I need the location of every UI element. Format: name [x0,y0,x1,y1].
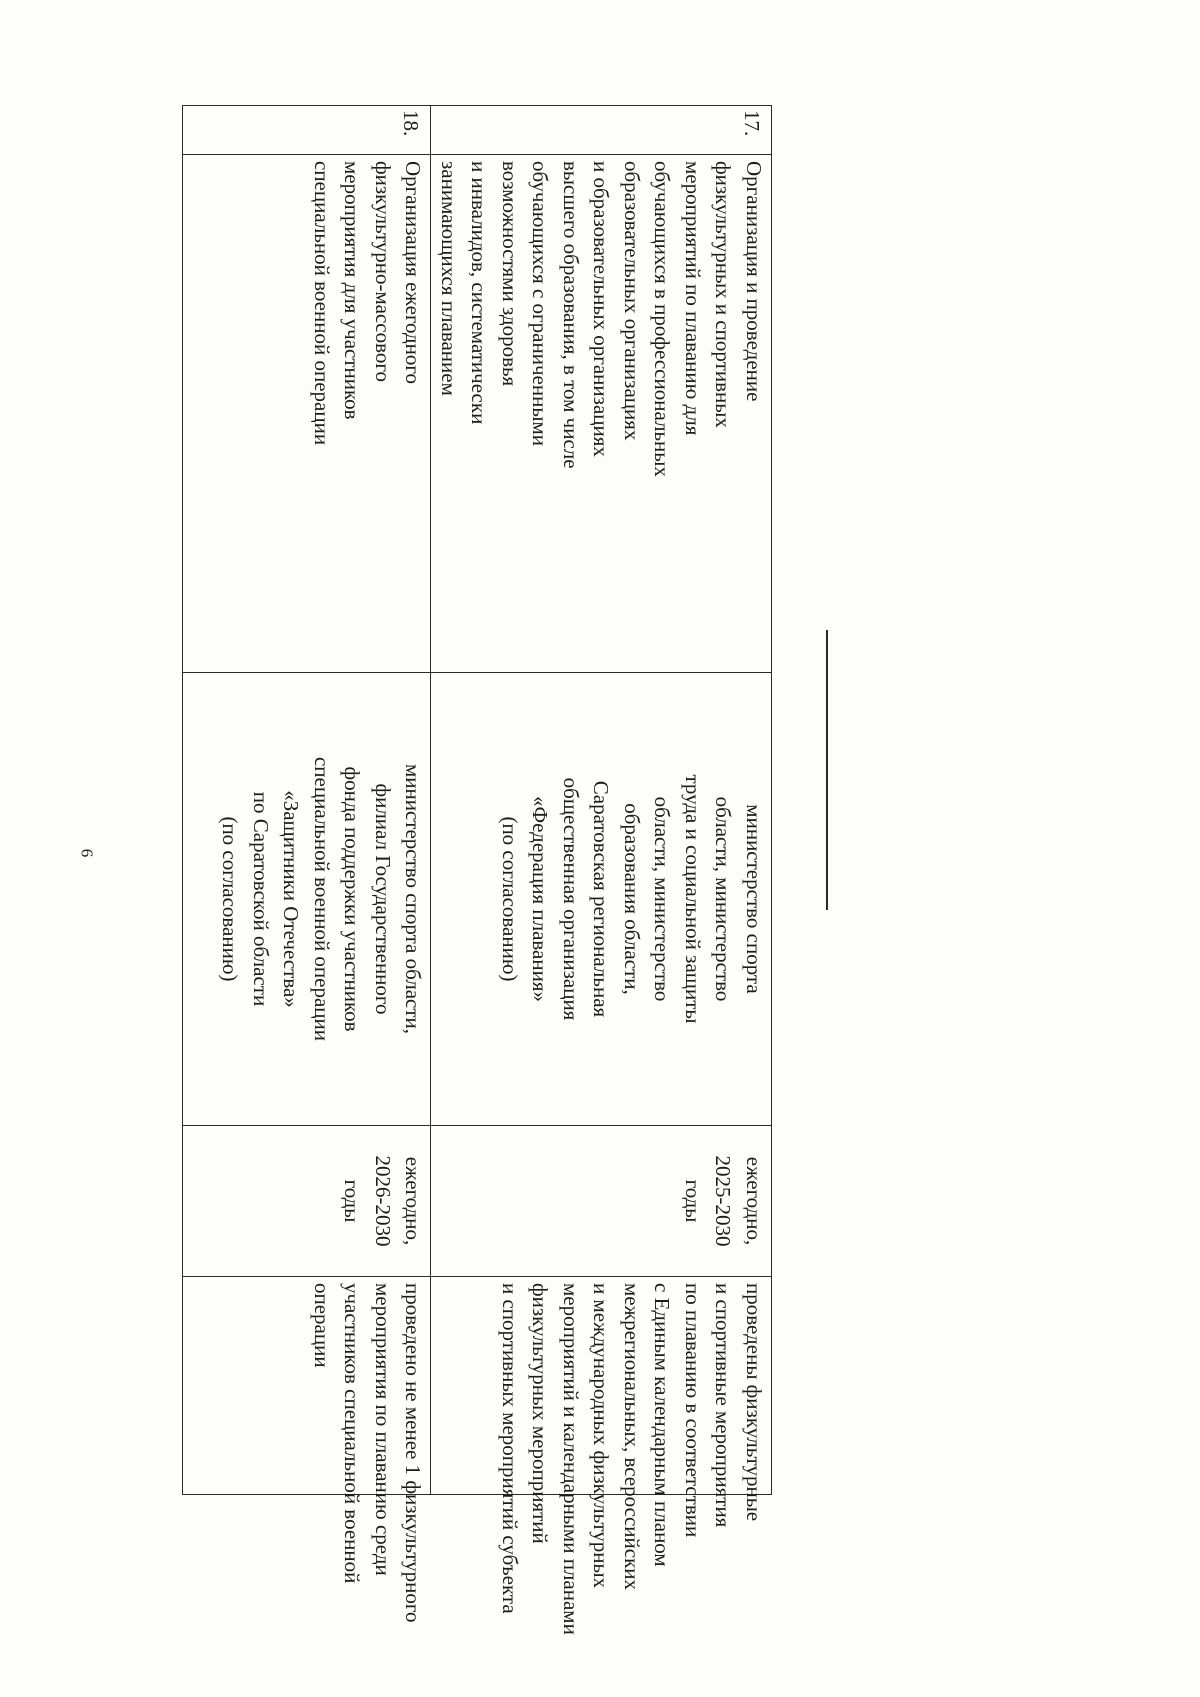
text-line: образования области, [620,803,644,995]
text-line: физкультурных и спортивных [711,161,736,428]
text-line: труда и социальной защиты [681,774,705,1024]
text-line: с Единым календарным планом [650,1283,675,1567]
row-number: 18. [183,106,432,155]
text-line: мероприятий и календарными планами [559,1283,583,1635]
executor-cell [431,673,772,1126]
text-line: и образовательных организациях [589,161,614,457]
result-cell [431,1277,772,1635]
text-line: 2026-2030 [371,1155,395,1247]
text-line: годы [340,1179,365,1223]
executor-cell [183,673,432,1126]
text-line: и международных физкультурных [589,1283,614,1589]
text-line: министерство спорта [742,804,766,994]
separator-line [826,630,828,910]
text-line: занимающихся плаванием [437,161,461,396]
text-line: области, министерство [650,796,675,1002]
rotated-table-container [182,105,772,1635]
text-line: физкультурно-массового [371,161,395,382]
text-line: Саратовская региональная [589,780,614,1018]
text-line: области, министерство [711,796,736,1002]
text-line: и инвалидов, систематически [467,161,492,425]
text-line: специальной военной операции [310,161,334,446]
event-name-cell [183,155,432,673]
table-row [183,106,432,1495]
text-line: «Федерация плавания» [528,796,553,1002]
text-line: операции [310,1283,334,1368]
page-number: 6 [77,848,97,858]
term-cell [431,1126,772,1277]
text-line: филиал Государственного [371,783,395,1015]
text-line: мероприятия для участников [340,161,365,420]
result-cell [183,1277,432,1623]
text-line: проведены физкультурные [742,1283,766,1522]
text-line: по плаванию в соответствии [681,1283,705,1538]
text-line: обучающихся в профессиональных [650,161,675,477]
events-table [182,105,772,1635]
text-line: специальной военной операции [310,756,334,1042]
text-line: общественная организация [559,777,583,1021]
text-line: физкультурных мероприятий [528,1283,553,1544]
text-line: по Саратовской области [249,791,273,1007]
event-name-cell [431,155,772,673]
text-line: Организация и проведение [742,161,766,402]
row-number: 17. [431,106,772,155]
text-line: Организация ежегодного [401,161,426,384]
text-line: «Защитники Отечества» [279,790,304,1008]
text-line: и спортивных мероприятий субъекта [498,1283,522,1614]
text-line: и спортивные мероприятия [711,1283,736,1528]
text-line: образовательных организациях [620,161,644,441]
text-line: обучающихся с ограниченными [528,161,553,446]
text-line: (по согласованию) [218,816,243,982]
text-line: мероприятия по плаванию среди [371,1283,395,1576]
text-line: фонда поддержки участников [340,766,365,1032]
text-line: ежегодно, [742,1156,766,1246]
text-line: 2025-2030 [711,1155,736,1247]
text-line: межрегиональных, всероссийских [620,1283,644,1591]
table-row [431,106,772,1495]
text-line: высшего образования, в том числе [559,161,583,469]
text-line: министерство спорта области, [401,763,426,1035]
text-line: мероприятий по плаванию для [681,161,705,436]
text-line: (по согласованию) [498,816,522,982]
text-line: ежегодно, [401,1156,426,1246]
text-line: возможностями здоровья [498,161,522,387]
text-line: годы [681,1179,705,1223]
text-line: участников специальной военной [340,1283,365,1584]
text-line: проведено не менее 1 физкультурного [401,1283,426,1623]
term-cell [183,1126,432,1277]
